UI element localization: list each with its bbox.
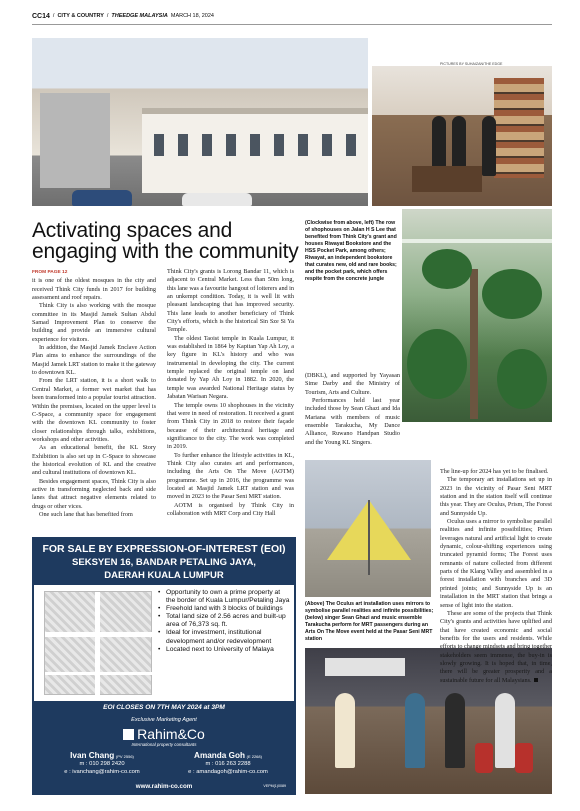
paragraph: The temporary art installations set up in 2023 in the vicinity of Pasar Seni MRT station and in the station itself will continue this year. They are Oculus, Prism, The Forest and Sunnyside Up.	[440, 476, 552, 517]
paragraph: One such lane that has benefited from	[39, 510, 133, 518]
agency-name: Rahim&Co	[137, 726, 205, 742]
logo-mark-icon	[123, 729, 134, 740]
paragraph: As an educational benefit, the KL Story Exhibition is also set up in C-Space to showcase the historical evolution of KL and the creative and cultural institutions of downtown KL.	[32, 444, 156, 477]
page-number: CC14	[32, 12, 50, 20]
masthead-separator-2: /	[106, 13, 109, 19]
paragraph: The temple owns 10 shophouses in the vicinity that were in need of restoration. It received a grant from Think City in 2018 to restore their façade because of their architectural heritage and significance to the city. The work was completed in 2019.	[167, 401, 294, 451]
photo-caption: (Clockwise from above, left) The row of shophouses on Jalan H S Lee that benefited from Think City's grant and houses Riwayat Bookstore and the HSS Pocket Park, among others; Riwayat, an independent bookstore that curates new, old and rare books; and the pocket park, which offers respite from the concrete jungle	[305, 220, 397, 282]
paragraph: (DBKL), and supported by Yayasan Sime Darby and the Ministry of Tourism, Arts and Culture.	[305, 372, 400, 396]
performer	[335, 693, 355, 768]
paragraph: it is one of the oldest mosques in the city and received Think City funds in 2017 for building assessment and roof repairs.	[32, 277, 156, 302]
paragraph: Oculus uses a mirror to symbolise parallel realities and infinite possibilities; Prism leverages natural and artificial light to create dynamic, colour-shifting experiences using truncated pyramid forms; The Forest uses remnants of nature collected from different parts of the Klang Valley and assembled in a forest installation with branches and 3D printed joints; and Sunnyside Up is an installation in the MRT station that brings a sense of light into the station.	[440, 518, 552, 609]
end-of-article-mark	[534, 678, 538, 682]
agent-label: Exclusive Marketing Agent	[131, 717, 197, 723]
ad-location-line-2: DAERAH KUALA LUMPUR	[104, 570, 224, 581]
masthead	[32, 10, 552, 22]
paragraph: To further enhance the lifestyle activities in KL, Think City also curates art and performances, including the Arts On The Move (AOTM) programme. Set up in 2016, the programme was located at Masjid Jamek LRT station and was moved in 2023 to the Pasar Seni MRT station.	[167, 451, 294, 501]
article-headline: Activating spaces and engaging with the community	[32, 219, 299, 263]
paragraph: From the LRT station, it is a short walk to Central Market, a former wet market that has been transformed into a popular tourist attraction. Within the premises, located on the upper level is C-Space, a community space for engagement with the downtown KL community to foster closer relationships through talks, exhibitions, workshops and other activities.	[32, 377, 156, 443]
contact-email[interactable]: e : amandagoh@rahim-co.com	[188, 768, 268, 775]
tower-block	[40, 93, 110, 188]
pocket-park-photo	[402, 209, 552, 422]
shophouses-photo	[32, 38, 368, 206]
paragraph: Performances held last year included those by Sean Ghazi and Ida Mariana with members of music ensemble Tarakucha, My Dance Alliance, Ruwano Handpan Studio and the Young KL Singers.	[305, 397, 400, 446]
singer	[405, 693, 425, 768]
ad-header	[34, 539, 294, 585]
masthead-separator: /	[52, 13, 55, 19]
body-column-1	[32, 268, 156, 518]
shophouse-row	[142, 108, 368, 193]
photo-credit: PICTURES BY SUHAIZAN/THE EDGE	[440, 62, 503, 66]
bookstore-photo	[372, 66, 552, 206]
feature-item: • Ideal for investment, institutional development and/or redevelopment	[158, 629, 290, 645]
paragraph: Think City's grants is Lorong Bandar 11, which is adjacent to Central Market. Less than 50m long, this lane was a favourite hangout of loiterers and in an unkempt condition. Today, it is well lit with pleasant landscaping that has improved security. This lane leads to another beneficiary of Think City's efforts, which is the historical Sin Sze Si Ya Temple.	[167, 268, 294, 334]
body-column-3	[305, 372, 400, 458]
property-features	[158, 589, 290, 654]
contact-registration: (PV 2556)	[115, 754, 134, 759]
agency-website-link[interactable]: www.rahim-co.com	[135, 783, 193, 790]
book-table	[412, 166, 482, 192]
agent-panel	[34, 714, 294, 793]
contact-name: Amanda Goh	[194, 751, 245, 760]
ad-location-line-1: SEKSYEN 16, BANDAR PETALING JAYA,	[72, 557, 256, 568]
publication-name: THEEDGE MALAYSIA	[111, 13, 168, 19]
issue-date: MARCH 18, 2024	[170, 13, 214, 19]
contact-name: Ivan Chang	[70, 751, 115, 760]
oculus-installation-photo	[305, 460, 431, 597]
bookshelf	[494, 78, 544, 178]
foliage-4	[497, 349, 547, 409]
contact-mobile[interactable]: m : 010 298 2420	[79, 761, 125, 768]
paragraph: These are some of the projects that Think City's grants and activities have uplifted and that have created economic and social benefits for the users and residents. While efforts to change mindsets and bring together stakeholders seem immense, the buy-in is slowly growing. It is hoped that, in time, there will be greater prosperity and a sustainable future for all Malaysians.	[440, 609, 552, 684]
station-banner	[325, 658, 405, 676]
paragraph: Besides engagement spaces, Think City is also active in transforming neglected back and side lanes that attract negative elements related to drugs or other vices.	[32, 477, 156, 510]
paragraph: AOTM is organised by Think City in collaboration with MRT Corp and City Hall	[167, 501, 294, 517]
musician-2	[495, 693, 515, 768]
contact-card	[42, 751, 162, 776]
continued-from-label: FROM PAGE 12	[32, 270, 68, 275]
musician	[445, 693, 465, 768]
agency-registration-code: VEPM(1)0089	[263, 784, 286, 788]
car	[72, 190, 132, 206]
property-advertisement[interactable]	[32, 537, 296, 795]
tree-trunk	[470, 269, 478, 419]
site-map	[44, 591, 152, 695]
car-2	[182, 193, 252, 206]
foliage	[422, 249, 472, 289]
visitor-3	[482, 116, 496, 176]
feature-item: • Freehold land with 3 blocks of buildings	[158, 605, 290, 613]
paragraph: The oldest Taoist temple in Kuala Lumpur, it was established in 1864 by Kapitan Yap Ah Loy, a key figure in KL's history and who was instrumental in developing the city. The current temple replaced the original temple on land donated by Yap Ah Loy in 1882. In 2020, the temple was awarded National Heritage status by Jabatan Warisan Negara.	[167, 334, 294, 401]
agency-logo	[34, 727, 294, 741]
pergola-beam	[402, 239, 552, 243]
body-column-4	[440, 468, 552, 684]
oculus-pole	[368, 500, 370, 575]
drum	[475, 743, 493, 773]
paragraph: Think City is also working with the mosque committee in its Masjid Jamek Sultan Abdul Samad Improvement Plan to conserve the building and provide an immersive cultural experience for visitors.	[32, 302, 156, 343]
photo-caption-2: (Above) The Oculus art installation uses mirrors to symbolise parallel realities and infinite possibilities; (below) singer Sean Ghazi and music ensemble Tarakucha perform for MRT passengers during an Arts On The Move event held at the Pasar Seni MRT station	[305, 601, 434, 642]
agency-tagline: International property consultants	[131, 742, 197, 747]
masthead-rule	[32, 24, 552, 25]
eoi-deadline: EOI CLOSES ON 7TH MAY 2024 at 3PM	[34, 701, 294, 714]
paragraph: The line-up for 2024 has yet to be finalised.	[440, 468, 549, 475]
contact-registration: (E 2268)	[246, 754, 262, 759]
feature-item: • Opportunity to own a prime property at the border of Kuala Lumpur/Petaling Jaya	[158, 589, 290, 605]
foliage-2	[482, 269, 542, 319]
contact-mobile[interactable]: m : 016 263 2288	[205, 761, 251, 768]
drum-2	[515, 743, 533, 773]
ad-headline: FOR SALE BY EXPRESSION-OF-INTEREST (EOI)	[42, 543, 286, 555]
contact-card-2	[168, 751, 288, 776]
foliage-3	[407, 329, 467, 399]
feature-item: • Total land size of 2.56 acres and built-up area of 76,373 sq. ft.	[158, 613, 290, 629]
feature-item: • Located next to University of Malaya	[158, 646, 290, 654]
contact-email[interactable]: e : ivanchang@rahim-co.com	[64, 768, 140, 775]
body-column-2	[167, 268, 294, 530]
paragraph: In addition, the Masjid Jamek Enclave Action Plan aims to enhance the surroundings of the Masjid Jamek LRT station to make it the gateway to downtown KL.	[32, 344, 156, 377]
section-name: CITY & COUNTRY	[57, 13, 104, 19]
